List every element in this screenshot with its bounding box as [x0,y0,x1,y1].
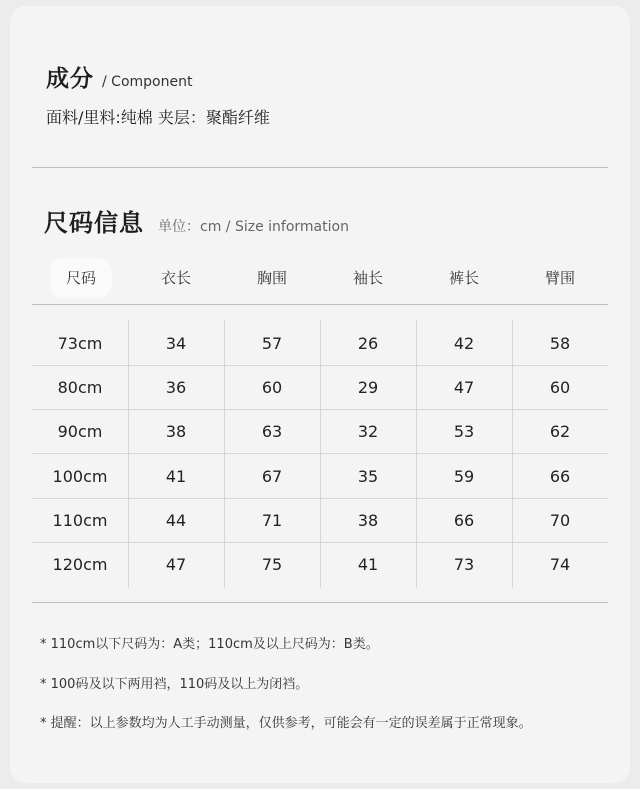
value-cell: 26 [357,334,379,353]
value-cell: 42 [453,334,475,353]
value-cell: 41 [357,555,379,574]
value-cell: 36 [165,378,187,397]
value-cell: 38 [165,422,187,441]
value-cell: 44 [165,511,187,530]
composition-text: 面料/里料:纯棉 夹层：聚酯纤维 [46,108,270,127]
value-cell: 47 [165,555,187,574]
table-row [32,543,608,587]
value-cell: 67 [261,467,283,486]
value-cell: 74 [549,555,571,574]
size-info-heading [44,203,349,238]
size-table [32,320,608,588]
value-cell: 38 [357,511,379,530]
header-divider [32,304,608,305]
value-cell: 41 [165,467,187,486]
size-cell: 100cm [52,467,108,486]
value-cell: 47 [453,378,475,397]
table-row [32,455,608,499]
header-cell: 尺码 [50,258,112,298]
header-cell: 裤长 [448,269,479,287]
size-info-subtitle: 单位：cm / Size information [158,219,349,235]
table-row [32,322,608,366]
size-table-header [32,258,608,298]
value-cell: 60 [549,378,571,397]
value-cell: 73 [453,555,475,574]
table-row [32,366,608,410]
value-cell: 62 [549,422,571,441]
value-cell: 63 [261,422,283,441]
value-cell: 75 [261,555,283,574]
note-line: * 110cm以下尺码为：A类；110cm及以上尺码为：B类。 [40,637,379,652]
table-bottom-divider [32,602,608,603]
composition-heading [46,60,192,93]
value-cell: 57 [261,334,283,353]
header-cell: 衣长 [160,269,191,287]
value-cell: 35 [357,467,379,486]
table-row [32,499,608,543]
composition-title: 成分 [46,66,94,92]
header-cell: 袖长 [352,269,383,287]
value-cell: 70 [549,511,571,530]
size-info-title: 尺码信息 [44,209,144,237]
value-cell: 53 [453,422,475,441]
section-divider [32,167,608,168]
header-cell: 胸围 [256,269,287,287]
value-cell: 34 [165,334,187,353]
value-cell: 32 [357,422,379,441]
size-cell: 73cm [57,334,103,353]
composition-subtitle: / Component [102,74,193,90]
value-cell: 71 [261,511,283,530]
value-cell: 66 [549,467,571,486]
size-cell: 110cm [52,511,108,530]
header-cell: 臂围 [544,269,575,287]
size-cell: 90cm [57,422,103,441]
value-cell: 29 [357,378,379,397]
size-cell: 80cm [57,378,103,397]
size-cell: 120cm [52,555,108,574]
table-row [32,410,608,454]
value-cell: 66 [453,511,475,530]
value-cell: 60 [261,378,283,397]
value-cell: 59 [453,467,475,486]
note-line: * 100码及以下两用裆，110码及以上为闭裆。 [40,677,309,692]
value-cell: 58 [549,334,571,353]
note-line: * 提醒：以上参数均为人工手动测量，仅供参考，可能会有一定的误差属于正常现象。 [40,716,532,731]
